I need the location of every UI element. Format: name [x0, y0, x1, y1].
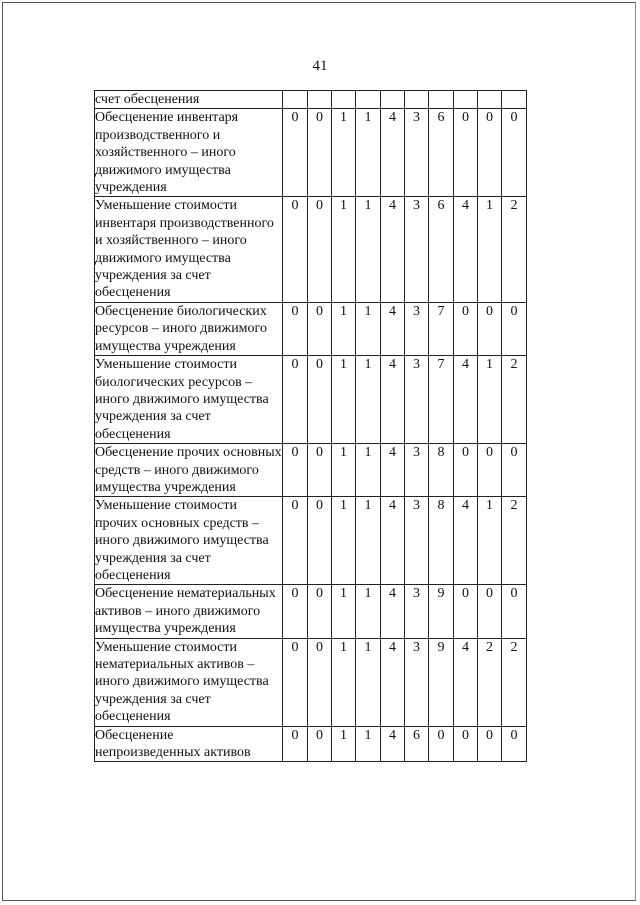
account-code-digit: 0	[502, 585, 527, 638]
account-code-digit: 7	[429, 356, 454, 444]
account-code-digit: 4	[381, 444, 405, 497]
account-code-digit: 0	[283, 444, 308, 497]
account-code-digit: 1	[356, 444, 381, 497]
account-code-digit: 2	[502, 497, 527, 585]
account-description-cell	[95, 444, 283, 497]
account-description-cell	[95, 197, 283, 302]
account-code-digit: 1	[332, 356, 356, 444]
account-code-digit: 4	[454, 356, 478, 444]
account-description: Обесценение биологических ресурсов – иного движимого имущества учреждения	[95, 303, 267, 354]
table-row	[95, 91, 527, 109]
account-code-digit	[502, 91, 527, 109]
account-code-digit: 0	[502, 444, 527, 497]
account-code-digit: 0	[308, 638, 332, 726]
account-code-digit: 8	[429, 497, 454, 585]
account-description: Уменьшение стоимости нематериальных активов – иного движимого имущества учреждения за счет обесценения	[95, 639, 269, 725]
account-code-digit: 1	[332, 638, 356, 726]
account-code-digit	[283, 91, 308, 109]
account-code-digit: 1	[356, 726, 381, 762]
account-code-digit: 2	[502, 356, 527, 444]
account-description-cell	[95, 638, 283, 726]
account-code-digit: 2	[502, 197, 527, 302]
account-code-digit: 1	[356, 109, 381, 197]
account-code-digit: 1	[356, 356, 381, 444]
account-code-digit: 1	[332, 585, 356, 638]
account-code-digit: 0	[478, 109, 502, 197]
account-code-digit: 0	[502, 726, 527, 762]
accounts-table	[94, 90, 527, 762]
account-code-digit: 4	[454, 638, 478, 726]
account-code-digit	[405, 91, 429, 109]
account-code-digit	[332, 91, 356, 109]
table-row	[95, 109, 527, 197]
account-code-digit: 0	[283, 302, 308, 355]
account-code-digit: 0	[283, 197, 308, 302]
account-code-digit: 0	[478, 585, 502, 638]
accounts-table-body	[95, 91, 527, 762]
table-row	[95, 726, 527, 762]
account-code-digit: 0	[454, 109, 478, 197]
account-code-digit: 0	[454, 302, 478, 355]
account-code-digit: 1	[332, 444, 356, 497]
account-description: Уменьшение стоимости прочих основных средств – иного движимого имущества учреждения за счет обесценения	[95, 498, 269, 583]
account-code-digit: 0	[454, 585, 478, 638]
account-code-digit: 4	[381, 726, 405, 762]
account-code-digit: 0	[502, 302, 527, 355]
account-code-digit: 4	[454, 497, 478, 585]
account-description-cell	[95, 356, 283, 444]
account-description-cell	[95, 109, 283, 197]
account-code-digit: 9	[429, 638, 454, 726]
account-description-cell	[95, 91, 283, 109]
account-code-digit: 3	[405, 497, 429, 585]
account-code-digit: 3	[405, 109, 429, 197]
account-description: Обесценение прочих основных средств – иного движимого имущества учреждения	[95, 445, 282, 495]
account-code-digit: 0	[478, 726, 502, 762]
table-row	[95, 585, 527, 638]
account-code-digit: 4	[381, 497, 405, 585]
account-code-digit: 0	[429, 726, 454, 762]
account-code-digit: 9	[429, 585, 454, 638]
account-code-digit: 3	[405, 585, 429, 638]
account-code-digit: 6	[405, 726, 429, 762]
account-description: Обесценение нематериальных активов – иного движимого имущества учреждения	[95, 586, 276, 637]
account-code-digit: 6	[429, 197, 454, 302]
account-code-digit: 0	[283, 585, 308, 638]
account-code-digit: 1	[356, 585, 381, 638]
account-description-cell	[95, 302, 283, 355]
account-code-digit: 1	[478, 497, 502, 585]
account-code-digit: 1	[332, 197, 356, 302]
account-code-digit: 0	[308, 197, 332, 302]
account-code-digit: 3	[405, 302, 429, 355]
account-code-digit: 0	[454, 444, 478, 497]
account-code-digit: 0	[283, 497, 308, 585]
account-code-digit: 4	[381, 197, 405, 302]
account-code-digit: 1	[478, 197, 502, 302]
account-code-digit	[308, 91, 332, 109]
account-description: Обесценение инвентаря производственного и хозяйственного – иного движимого имущества учреждения	[95, 110, 239, 196]
page-number: 41	[312, 58, 328, 74]
account-code-digit: 1	[356, 302, 381, 355]
account-code-digit: 2	[502, 638, 527, 726]
account-code-digit	[429, 91, 454, 109]
account-code-digit: 4	[381, 585, 405, 638]
account-code-digit: 0	[308, 356, 332, 444]
table-row	[95, 356, 527, 444]
account-code-digit: 0	[454, 726, 478, 762]
account-code-digit: 0	[308, 726, 332, 762]
account-code-digit: 0	[283, 726, 308, 762]
account-code-digit: 1	[332, 726, 356, 762]
account-code-digit: 0	[502, 109, 527, 197]
account-code-digit: 3	[405, 197, 429, 302]
account-code-digit: 1	[332, 302, 356, 355]
account-description: счет обесценения	[95, 92, 200, 107]
table-row	[95, 638, 527, 726]
account-description: Уменьшение стоимости инвентаря производственного и хозяйственного – иного движимого имущества учреждения за счет обесценения	[95, 198, 274, 301]
account-code-digit	[381, 91, 405, 109]
account-code-digit: 0	[283, 109, 308, 197]
account-code-digit: 0	[308, 585, 332, 638]
table-row	[95, 497, 527, 585]
account-code-digit: 0	[308, 302, 332, 355]
account-code-digit: 1	[332, 497, 356, 585]
table-row	[95, 302, 527, 355]
account-code-digit: 2	[478, 638, 502, 726]
account-code-digit: 1	[356, 638, 381, 726]
account-code-digit	[478, 91, 502, 109]
account-description-cell	[95, 585, 283, 638]
account-code-digit: 0	[283, 638, 308, 726]
account-description-cell	[95, 726, 283, 762]
account-code-digit: 4	[454, 197, 478, 302]
account-code-digit: 6	[429, 109, 454, 197]
account-code-digit: 3	[405, 356, 429, 444]
account-code-digit: 4	[381, 302, 405, 355]
account-code-digit: 0	[308, 444, 332, 497]
account-code-digit: 8	[429, 444, 454, 497]
account-description: Обесценение непроизведенных активов	[95, 727, 251, 761]
account-description-cell	[95, 497, 283, 585]
account-code-digit: 1	[332, 109, 356, 197]
table-row	[95, 197, 527, 302]
account-code-digit: 7	[429, 302, 454, 355]
account-description: Уменьшение стоимости биологических ресурсов – иного движимого имущества учреждения за счет обесценения	[95, 357, 269, 442]
account-code-digit: 3	[405, 444, 429, 497]
account-code-digit	[454, 91, 478, 109]
account-code-digit: 0	[308, 109, 332, 197]
account-code-digit: 0	[283, 356, 308, 444]
account-code-digit: 4	[381, 356, 405, 444]
account-code-digit: 3	[405, 638, 429, 726]
account-code-digit: 0	[478, 302, 502, 355]
table-row	[95, 444, 527, 497]
account-code-digit: 1	[356, 497, 381, 585]
account-code-digit: 0	[478, 444, 502, 497]
account-code-digit	[356, 91, 381, 109]
account-code-digit: 4	[381, 109, 405, 197]
account-code-digit: 4	[381, 638, 405, 726]
account-code-digit: 1	[356, 197, 381, 302]
account-code-digit: 0	[308, 497, 332, 585]
account-code-digit: 1	[478, 356, 502, 444]
